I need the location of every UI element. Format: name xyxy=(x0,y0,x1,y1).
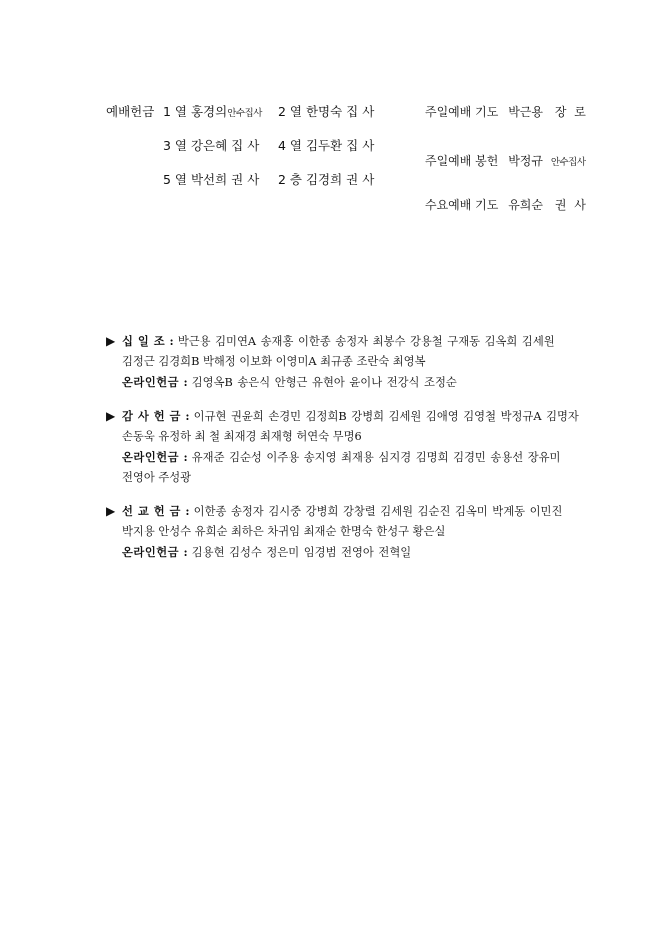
triangle-right-icon: ▶ xyxy=(106,409,116,423)
tithe-names: 박근용 김미연A 송재홍 이한종 송정자 최봉수 강용철 구재동 김옥희 김세원 xyxy=(177,335,555,348)
offering-line3-b: 2 층 김경희 권 사 xyxy=(278,172,375,187)
thanksgiving-row xyxy=(106,406,579,427)
prayer-role-1-person: 박근용 xyxy=(508,105,543,119)
mission-online-row xyxy=(106,542,576,563)
offering-line2-b: 4 열 김두환 집 사 xyxy=(278,138,375,153)
thanksgiving-online-label: 온라인헌금 : xyxy=(122,450,189,464)
prayer-role-1 xyxy=(425,106,588,118)
mission-section xyxy=(106,501,576,563)
prayer-role-3-person: 유희순 xyxy=(508,198,543,212)
offering-line1-a xyxy=(163,106,262,119)
tithe-online-names: 김영옥B 송은식 안형근 유현아 윤이나 전강식 조정순 xyxy=(191,376,457,389)
prayer-role-2-role: 주일예배 봉헌 xyxy=(425,154,499,168)
mission-names-cont: 박지용 안성수 유희순 최하은 차귀임 최재순 한명숙 한성구 황은실 xyxy=(122,525,446,538)
thanksgiving-online-cont: 전영아 주성광 xyxy=(122,471,192,484)
prayer-role-3 xyxy=(425,199,588,211)
mission-names: 이한종 송정자 김시중 강병희 강창렬 김세원 김순진 김옥미 박계동 이민진 xyxy=(193,505,563,518)
offering-label: 예배헌금 xyxy=(106,104,155,119)
tithe-row xyxy=(106,331,576,352)
mission-online-names: 김용현 김성수 정은미 임경범 전영아 전혁일 xyxy=(191,546,412,559)
tithe-online-row xyxy=(106,372,576,393)
prayer-role-2 xyxy=(425,155,586,168)
triangle-right-icon: ▶ xyxy=(106,334,116,348)
prayer-role-3-title: 권 사 xyxy=(554,198,588,212)
thanksgiving-names: 이규현 권윤희 손경민 김정희B 강병희 김세원 김애영 김영철 박정규A 김명자 xyxy=(193,410,579,423)
thanksgiving-names-cont: 손동욱 유정하 최 철 최재경 최재형 허연숙 무명6 xyxy=(122,430,362,443)
offering-line1-title: 안수집사 xyxy=(227,108,262,119)
prayer-role-1-title: 장 로 xyxy=(554,105,588,119)
tithe-label: 십 일 조 : xyxy=(122,334,175,348)
mission-online-label: 온라인헌금 : xyxy=(122,545,189,559)
thanksgiving-label: 감 사 헌 금 : xyxy=(122,409,191,423)
tithe-online-label: 온라인헌금 : xyxy=(122,375,189,389)
thanksgiving-online-names: 유재준 김순성 이주용 송지영 최재용 심지경 김명희 김경민 송용선 장유미 xyxy=(191,451,561,464)
offering-line1-b: 2 열 한명숙 집 사 xyxy=(278,104,375,119)
prayer-role-2-person: 박정규 xyxy=(508,154,543,168)
tithe-section xyxy=(106,331,576,393)
prayer-role-1-role: 주일예배 기도 xyxy=(425,105,499,119)
tithe-names-cont: 김정근 김경희B 박해정 이보화 이영미A 최규종 조란숙 최영복 xyxy=(122,355,426,368)
prayer-role-3-role: 수요예배 기도 xyxy=(425,198,499,212)
thanksgiving-section xyxy=(106,406,579,488)
mission-row xyxy=(106,501,576,522)
prayer-role-2-title: 안수집사 xyxy=(550,157,586,168)
offering-line2-a: 3 열 강은혜 집 사 xyxy=(163,138,260,153)
triangle-right-icon: ▶ xyxy=(106,504,116,518)
mission-label: 선 교 헌 금 : xyxy=(122,504,191,518)
offering-line1-name: 1 열 홍경의 xyxy=(163,104,228,119)
offering-line3-a: 5 열 박선희 권 사 xyxy=(163,172,260,187)
thanksgiving-online-row xyxy=(106,447,576,468)
